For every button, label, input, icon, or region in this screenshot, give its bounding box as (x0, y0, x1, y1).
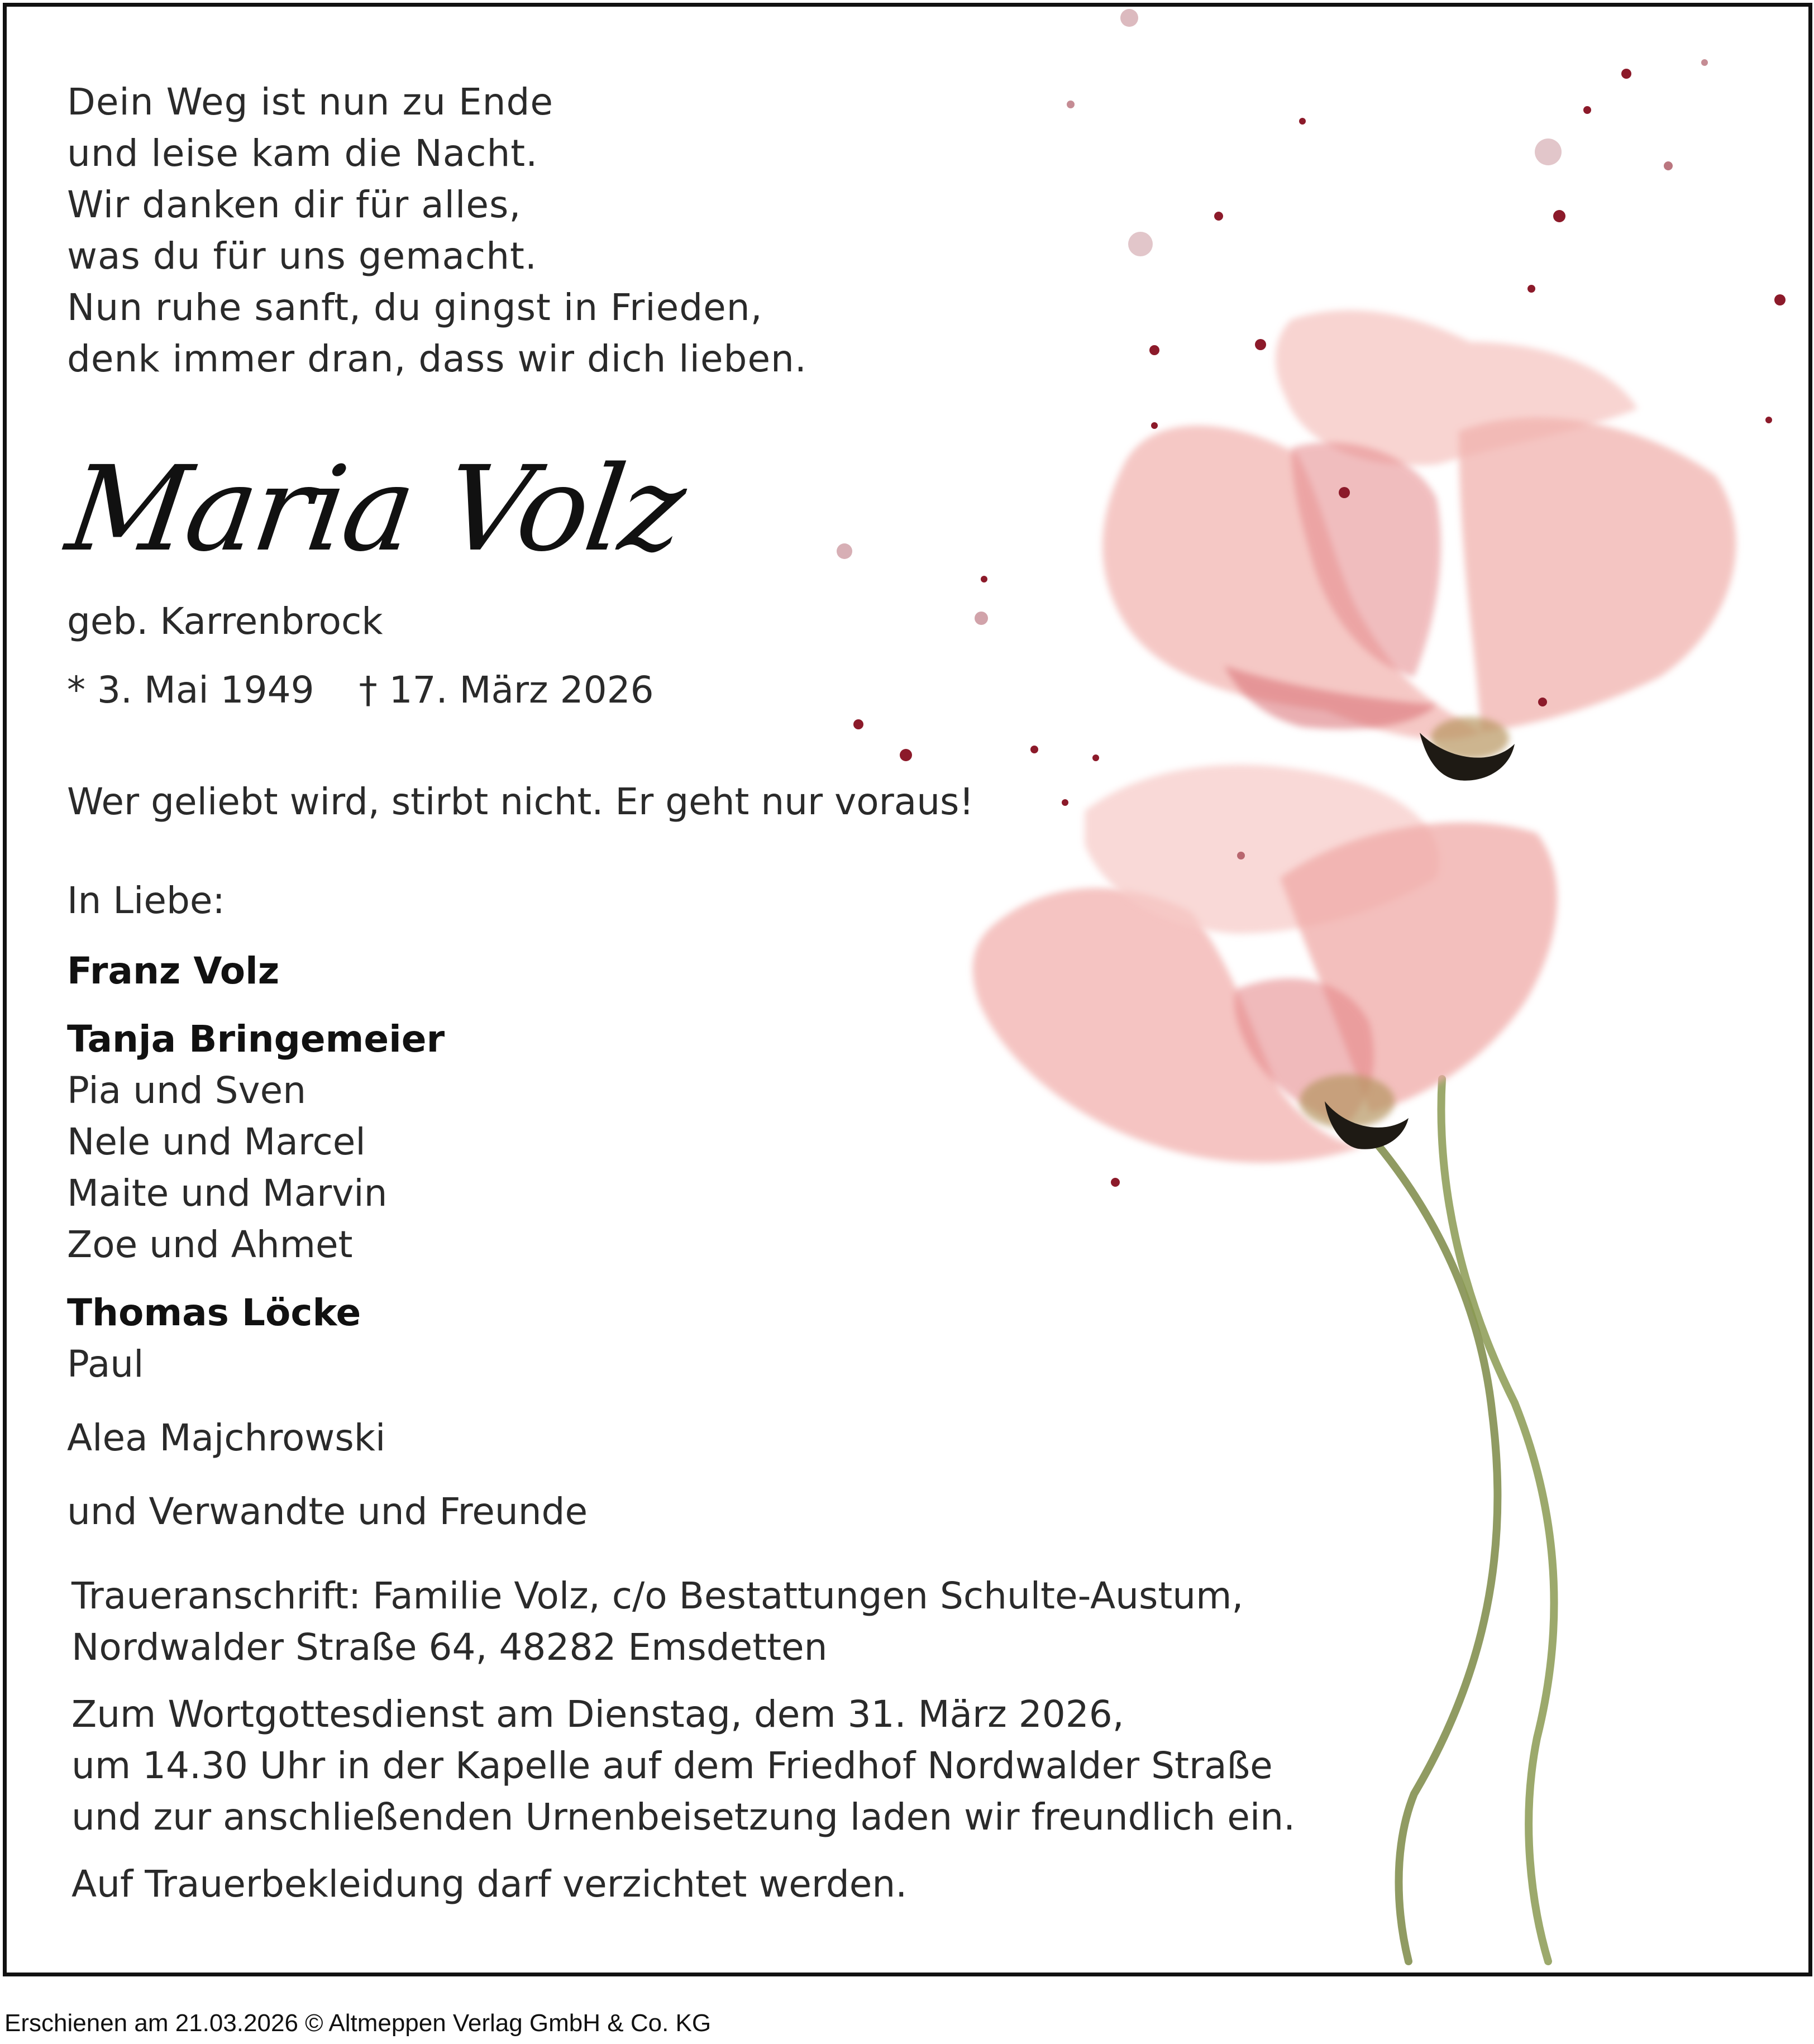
family-member: Maite und Marvin (67, 1172, 388, 1215)
mourner-franz: Franz Volz (67, 949, 280, 992)
poem (67, 77, 807, 385)
life-dates (67, 668, 654, 711)
birth-date: * 3. Mai 1949 (67, 668, 314, 711)
mourners-list (67, 875, 588, 1537)
funeral-info (71, 1570, 1295, 1910)
poem-line: und leise kam die Nacht. (67, 132, 538, 175)
lower-poppy (973, 765, 1558, 1163)
service-line: Zum Wortgottesdienst am Dienstag, dem 31. März 2026, (71, 1693, 1124, 1736)
mourners-intro: In Liebe: (67, 879, 225, 922)
upper-poppy (1102, 310, 1736, 780)
address-line: Traueranschrift: Familie Volz, c/o Bestattungen Schulte-Austum, (71, 1574, 1244, 1617)
poem-line: Wir danken dir für alles, (67, 183, 522, 226)
family-member: Nele und Marcel (67, 1120, 366, 1163)
mourner-alea: Alea Majchrowski (67, 1416, 386, 1459)
poem-line: denk immer dran, dass wir dich lieben. (67, 337, 807, 380)
family-member: Zoe und Ahmet (67, 1223, 353, 1266)
mourners-others: und Verwandte und Freunde (67, 1490, 588, 1533)
family-member: Paul (67, 1343, 144, 1386)
death-date: † 17. März 2026 (359, 668, 654, 711)
dress-code-note: Auf Trauerbekleidung darf verzichtet werden. (71, 1862, 908, 1905)
address-line: Nordwalder Straße 64, 48282 Emsdetten (71, 1626, 828, 1669)
mourner-thomas: Thomas Löcke (67, 1291, 361, 1334)
poem-line: was du für uns gemacht. (67, 235, 537, 278)
deceased-name: Maria Volz (59, 441, 691, 577)
poppy-stems (1369, 1079, 1554, 1961)
publication-footer: Erschienen am 21.03.2026 © Altmeppen Verlag GmbH & Co. KG (4, 2009, 712, 2037)
service-line: und zur anschließenden Urnenbeisetzung laden wir freundlich ein. (71, 1795, 1296, 1838)
memorial-quote: Wer geliebt wird, stirbt nicht. Er geht nur voraus! (67, 780, 974, 823)
service-line: um 14.30 Uhr in der Kapelle auf dem Friedhof Nordwalder Straße (71, 1744, 1273, 1787)
poem-line: Dein Weg ist nun zu Ende (67, 80, 553, 123)
poem-line: Nun ruhe sanft, du gingst in Frieden, (67, 286, 763, 329)
birth-name: geb. Karrenbrock (67, 600, 383, 643)
mourner-tanja: Tanja Bringemeier (67, 1018, 445, 1061)
family-member: Pia und Sven (67, 1069, 307, 1112)
obituary-frame (3, 3, 1812, 1976)
